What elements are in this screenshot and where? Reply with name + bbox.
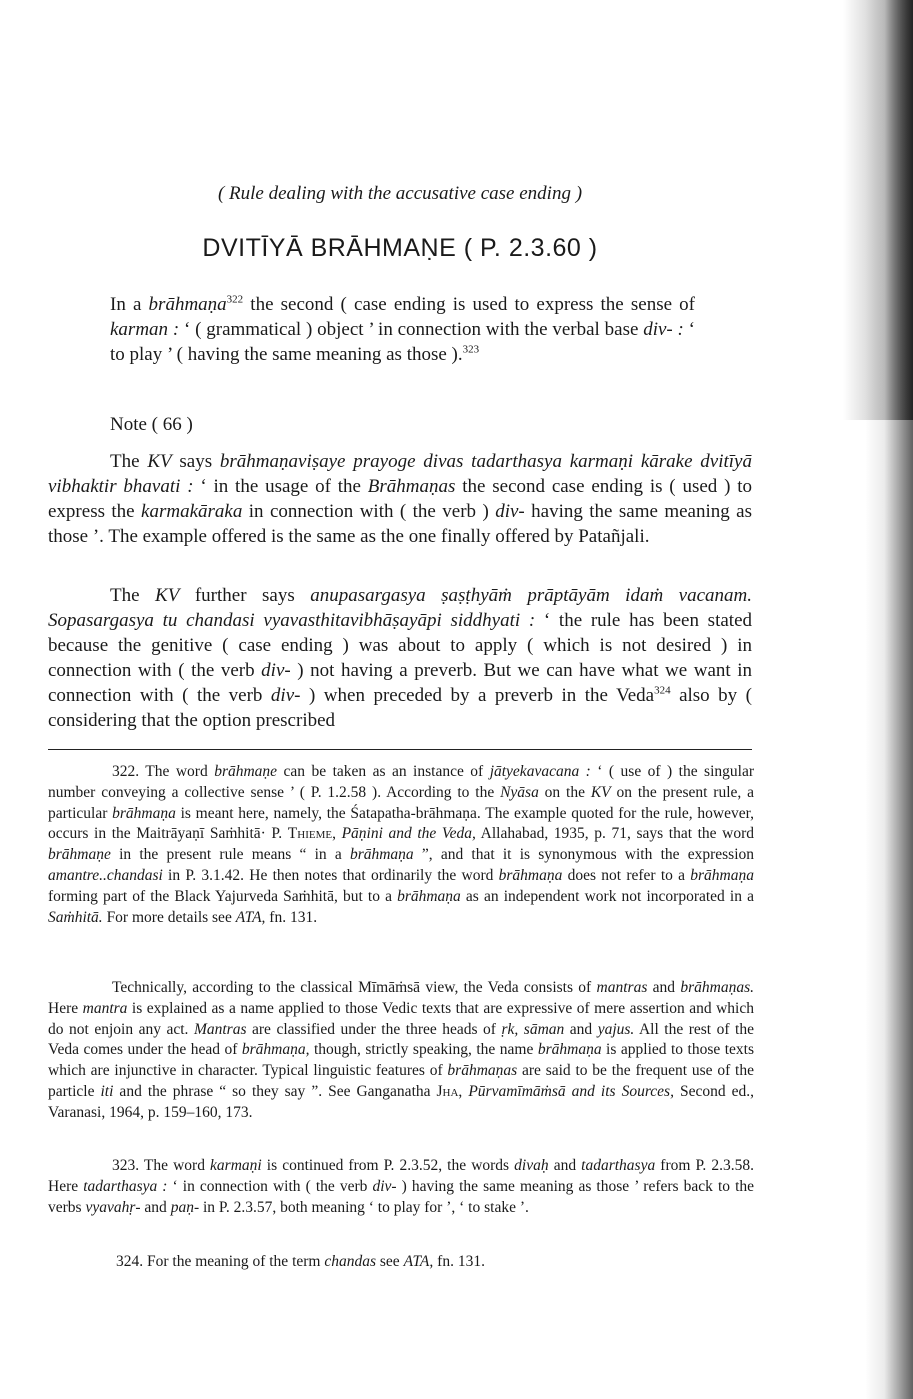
footnote-ref-322[interactable]: 322	[226, 293, 244, 306]
footnote-ref-324[interactable]: 324	[654, 684, 671, 697]
note-heading: Note ( 66 )	[110, 414, 193, 435]
page-edge-shadow-top	[843, 0, 913, 420]
footnote-divider	[48, 749, 752, 750]
footnote-324: 324. For the meaning of the term chandas see ATA, fn. 131.	[116, 1253, 485, 1270]
note-paragraph-1: The KV says brāhmaṇaviṣaye prayoge divas tadarthasya karmaṇi kārake dvitīyā vibhaktir bhavati : ‘ in the usage of the Brāhmaṇas the second case ending is ( used ) to express the karmakāraka in connection with ( the verb ) div- having the same meaning as those ’. The example offered is the same as the one finally offered by Patañjali.	[48, 451, 753, 547]
footnote-323: 323. The word karmaṇi is continued from P. 2.3.52, the words divaḥ and tadarthasya from P. 2.3.58. Here tadarthasya : ‘ in connection with ( the verb div- ) having the same meaning as those ’ refers back to the verbs vyavahṛ- and paṇ- in P. 2.3.57, both meaning ‘ to play for ’, ‘ to stake ’.	[48, 1157, 755, 1216]
footnote-322-continued: Technically, according to the classical Mīmāṁsā view, the Veda consists of mantras and brāhmaṇas. Here mantra is explained as a name applied to those Vedic texts that are expressive of mere assertion and which do not enjoin any act. Mantras are classified under the three heads of ṛk, sāman and yajus. All the rest of the Veda comes under the head of brāhmaṇa, though, strictly speaking, the name brāhmaṇa is applied to those texts which are injunctive in character. Typical linguistic features of brāhmaṇas are said to be the frequent use of the particle iti and the phrase “ so they say ”. See Ganganatha Jha, Pūrvamīmāṁsā and its Sources, Second ed., Varanasi, 1964, p. 159–160, 173.	[48, 979, 754, 1121]
rule-title: DVITĪYĀ BRĀHMAṆE ( P. 2.3.60 )	[202, 234, 598, 262]
footnote-ref-323[interactable]: 323	[462, 343, 480, 356]
note-paragraph-2: The KV further says anupasargasya ṣaṣṭhyāṁ prāptāyām idaṁ vacanam. Sopasargasya tu chandasi vyavasthitavibhāṣayāpi siddhyati : ‘ the rule has been stated because the genitive ( case ending ) was about to apply ( which is not desired ) in connection with ( the verb div- ) not having a preverb. But we can have what we want in connection with ( the verb div- ) when preceded by a preverb in the Veda$^{324}$ also by ( considering that the option prescribed	[48, 585, 753, 731]
footnote-322: 322. The word brāhmaṇe can be taken as an instance of jātyekavacana : ‘ ( use of ) the singular number conveying a collective sense ’ ( P. 1.2.58 ). According to the Nyāsa on the KV on the present rule, a particular brāhmaṇa is meant here, namely, the Śatapatha-brāhmaṇa. The example quoted for the rule, however, occurs in the Maitrāyaṇī Saṁhitā· P. Thieme, Pāṇini and the Veda, Allahabad, 1935, p. 71, says that the word brāhmaṇe in the present rule means “ in a brāhmaṇa ”, and that it is synonymous with the expression amantre..chandasi in P. 3.1.42. He then notes that ordinarily the word brāhmaṇa does not refer to a brāhmaṇa forming part of the Black Yajurveda Saṁhitā, but to a brāhmaṇa as an independent work not incorporated in a Saṁhitā. For more details see ATA, fn. 131.	[48, 763, 754, 926]
rule-translation: In a brāhmaṇa$^{322}$ the second ( case ending is used to express the sense of karman : ‘ ( grammatical ) object ’ in connection with the verbal base div- : ‘ to play ’ ( having the same meaning as those ).$^{323}$	[110, 293, 695, 365]
rule-subtitle: ( Rule dealing with the accusative case ending )	[217, 183, 583, 204]
